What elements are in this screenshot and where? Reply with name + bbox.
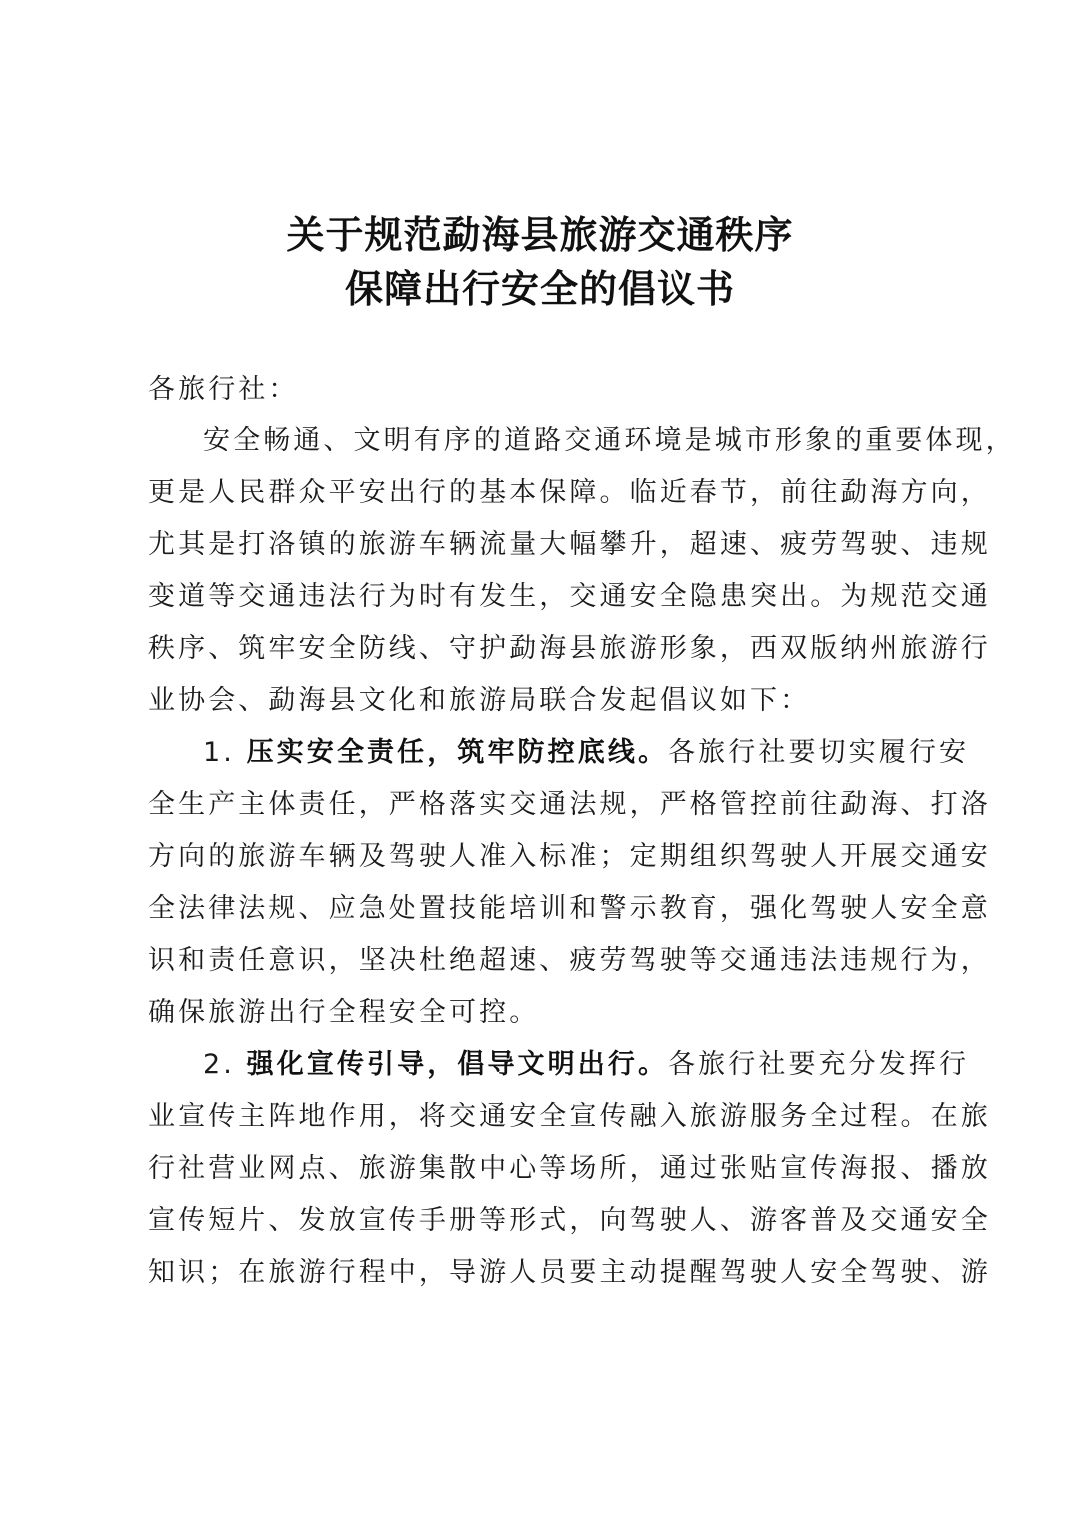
item-2-first-line: [203, 1045, 1003, 1085]
intro-line: 秩序、筑牢安全防线、守护勐海县旅游形象，西双版纳州旅游行: [148, 633, 991, 664]
item-2-text: 各旅行社要充分发挥行: [668, 1049, 970, 1080]
intro-line: 安全畅通、文明有序的道路交通环境是城市形象的重要体现，: [203, 425, 1016, 456]
intro-line: 更是人民群众平安出行的基本保障。临近春节，前往勐海方向，: [148, 477, 991, 508]
document-title-line-1: 关于规范勐海县旅游交通秩序: [286, 212, 794, 257]
item-2-line: 业宣传主阵地作用，将交通安全宣传融入旅游服务全过程。在旅: [148, 1101, 991, 1132]
item-1-line: 全生产主体责任，严格落实交通法规，严格管控前往勐海、打洛: [148, 789, 991, 820]
intro-line: 业协会、勐海县文化和旅游局联合发起倡议如下：: [148, 685, 811, 716]
item-1-number: 1.: [203, 737, 247, 768]
item-2-line: 宣传短片、发放宣传手册等形式，向驾驶人、游客普及交通安全: [148, 1205, 991, 1236]
item-1-line: 识和责任意识，坚决杜绝超速、疲劳驾驶等交通违法违规行为，: [148, 945, 991, 976]
item-2-line: 知识；在旅游行程中，导游人员要主动提醒驾驶人安全驾驶、游: [148, 1257, 991, 1288]
item-2-line: 行社营业网点、旅游集散中心等场所，通过张贴宣传海报、播放: [148, 1153, 991, 1184]
item-2-number: 2.: [203, 1049, 247, 1080]
intro-line: 尤其是打洛镇的旅游车辆流量大幅攀升，超速、疲劳驾驶、违规: [148, 529, 991, 560]
item-1-heading: 压实安全责任，筑牢防控底线。: [246, 737, 669, 768]
item-1-text: 各旅行社要切实履行安: [668, 737, 970, 768]
salutation: 各旅行社：: [148, 374, 299, 405]
item-1-first-line: [203, 733, 1003, 773]
document-title-line-2: 保障出行安全的倡议书: [344, 266, 735, 311]
item-2-heading: 强化宣传引导，倡导文明出行。: [246, 1049, 669, 1080]
item-1-line: 全法律法规、应急处置技能培训和警示教育，强化驾驶人安全意: [148, 893, 991, 924]
item-1-line: 确保旅游出行全程安全可控。: [148, 997, 540, 1028]
item-1-line: 方向的旅游车辆及驾驶人准入标准；定期组织驾驶人开展交通安: [148, 841, 991, 872]
intro-line: 变道等交通违法行为时有发生，交通安全隐患突出。为规范交通: [148, 581, 991, 612]
